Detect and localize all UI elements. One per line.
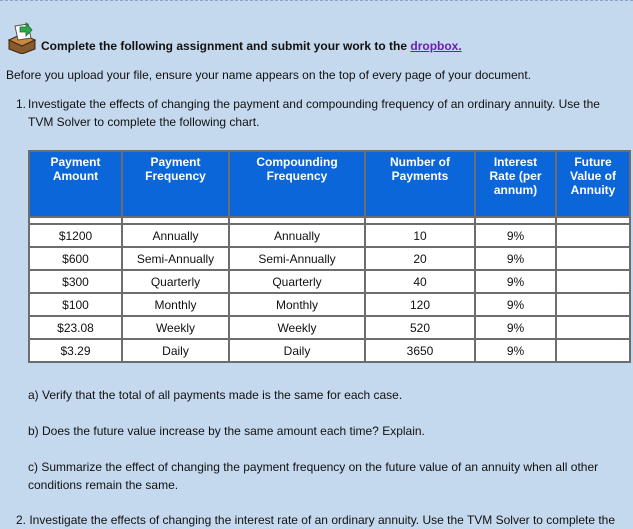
annuity-chart-table	[28, 150, 631, 363]
cell-payment-amount: $300	[29, 270, 122, 293]
assignment-drop-box-icon	[6, 22, 38, 54]
table-row	[29, 224, 630, 247]
cell-payment-frequency: Daily	[122, 339, 229, 362]
question-2-partial: 2. Investigate the effects of changing the interest rate of an ordinary annuity. Use the TVM Solver to complete the	[16, 513, 616, 527]
table-row	[29, 316, 630, 339]
cell-payment-amount: $3.29	[29, 339, 122, 362]
upload-note: Before you upload your file, ensure your name appears on the top of every page of your document.	[6, 68, 531, 82]
cell-future-value[interactable]	[556, 339, 630, 362]
header-interest-rate: Interest Rate (per annum)	[475, 151, 556, 217]
assignment-header	[6, 22, 462, 54]
cell-payment-frequency: Quarterly	[122, 270, 229, 293]
cell-number-of-payments: 20	[365, 247, 475, 270]
cell-future-value[interactable]	[556, 316, 630, 339]
top-divider	[0, 0, 633, 1]
cell-number-of-payments: 40	[365, 270, 475, 293]
cell-payment-frequency: Semi-Annually	[122, 247, 229, 270]
header-future-value: Future Value of Annuity	[556, 151, 630, 217]
question-1-number: 1.	[16, 97, 27, 111]
dropbox-link[interactable]: dropbox.	[410, 39, 462, 53]
table-row	[29, 270, 630, 293]
question-1	[16, 95, 618, 131]
cell-future-value[interactable]	[556, 247, 630, 270]
table-row	[29, 293, 630, 316]
cell-compounding-frequency: Quarterly	[229, 270, 365, 293]
cell-interest-rate: 9%	[475, 293, 556, 316]
cell-payment-amount: $100	[29, 293, 122, 316]
cell-future-value[interactable]	[556, 293, 630, 316]
cell-compounding-frequency: Annually	[229, 224, 365, 247]
cell-compounding-frequency: Weekly	[229, 316, 365, 339]
table-row	[29, 339, 630, 362]
table-spacer-row	[29, 217, 630, 224]
table-header-row	[29, 151, 630, 217]
cell-future-value[interactable]	[556, 224, 630, 247]
cell-interest-rate: 9%	[475, 270, 556, 293]
cell-interest-rate: 9%	[475, 316, 556, 339]
header-number-of-payments: Number of Payments	[365, 151, 475, 217]
cell-interest-rate: 9%	[475, 247, 556, 270]
cell-interest-rate: 9%	[475, 339, 556, 362]
assignment-instruction	[41, 39, 462, 53]
cell-payment-frequency: Annually	[122, 224, 229, 247]
cell-number-of-payments: 120	[365, 293, 475, 316]
question-b: b) Does the future value increase by the same amount each time? Explain.	[28, 424, 425, 438]
cell-number-of-payments: 3650	[365, 339, 475, 362]
cell-payment-amount: $23.08	[29, 316, 122, 339]
question-1-text: Investigate the effects of changing the payment and compounding frequency of an ordinary annuity. Use the TVM Solver to complete the following chart.	[28, 97, 600, 129]
question-c: c) Summarize the effect of changing the payment frequency on the future value of an annuity when all other conditions remain the same.	[28, 460, 599, 492]
header-compounding-frequency: Compounding Frequency	[229, 151, 365, 217]
instruction-text: Complete the following assignment and submit your work to the	[41, 39, 411, 53]
question-a: a) Verify that the total of all payments made is the same for each case.	[28, 388, 403, 402]
cell-number-of-payments: 520	[365, 316, 475, 339]
header-payment-amount: Payment Amount	[29, 151, 122, 217]
cell-compounding-frequency: Monthly	[229, 293, 365, 316]
table-row	[29, 247, 630, 270]
cell-payment-amount: $1200	[29, 224, 122, 247]
cell-interest-rate: 9%	[475, 224, 556, 247]
cell-future-value[interactable]	[556, 270, 630, 293]
cell-compounding-frequency: Semi-Annually	[229, 247, 365, 270]
cell-payment-frequency: Monthly	[122, 293, 229, 316]
cell-number-of-payments: 10	[365, 224, 475, 247]
cell-payment-amount: $600	[29, 247, 122, 270]
cell-compounding-frequency: Daily	[229, 339, 365, 362]
cell-payment-frequency: Weekly	[122, 316, 229, 339]
header-payment-frequency: Payment Frequency	[122, 151, 229, 217]
